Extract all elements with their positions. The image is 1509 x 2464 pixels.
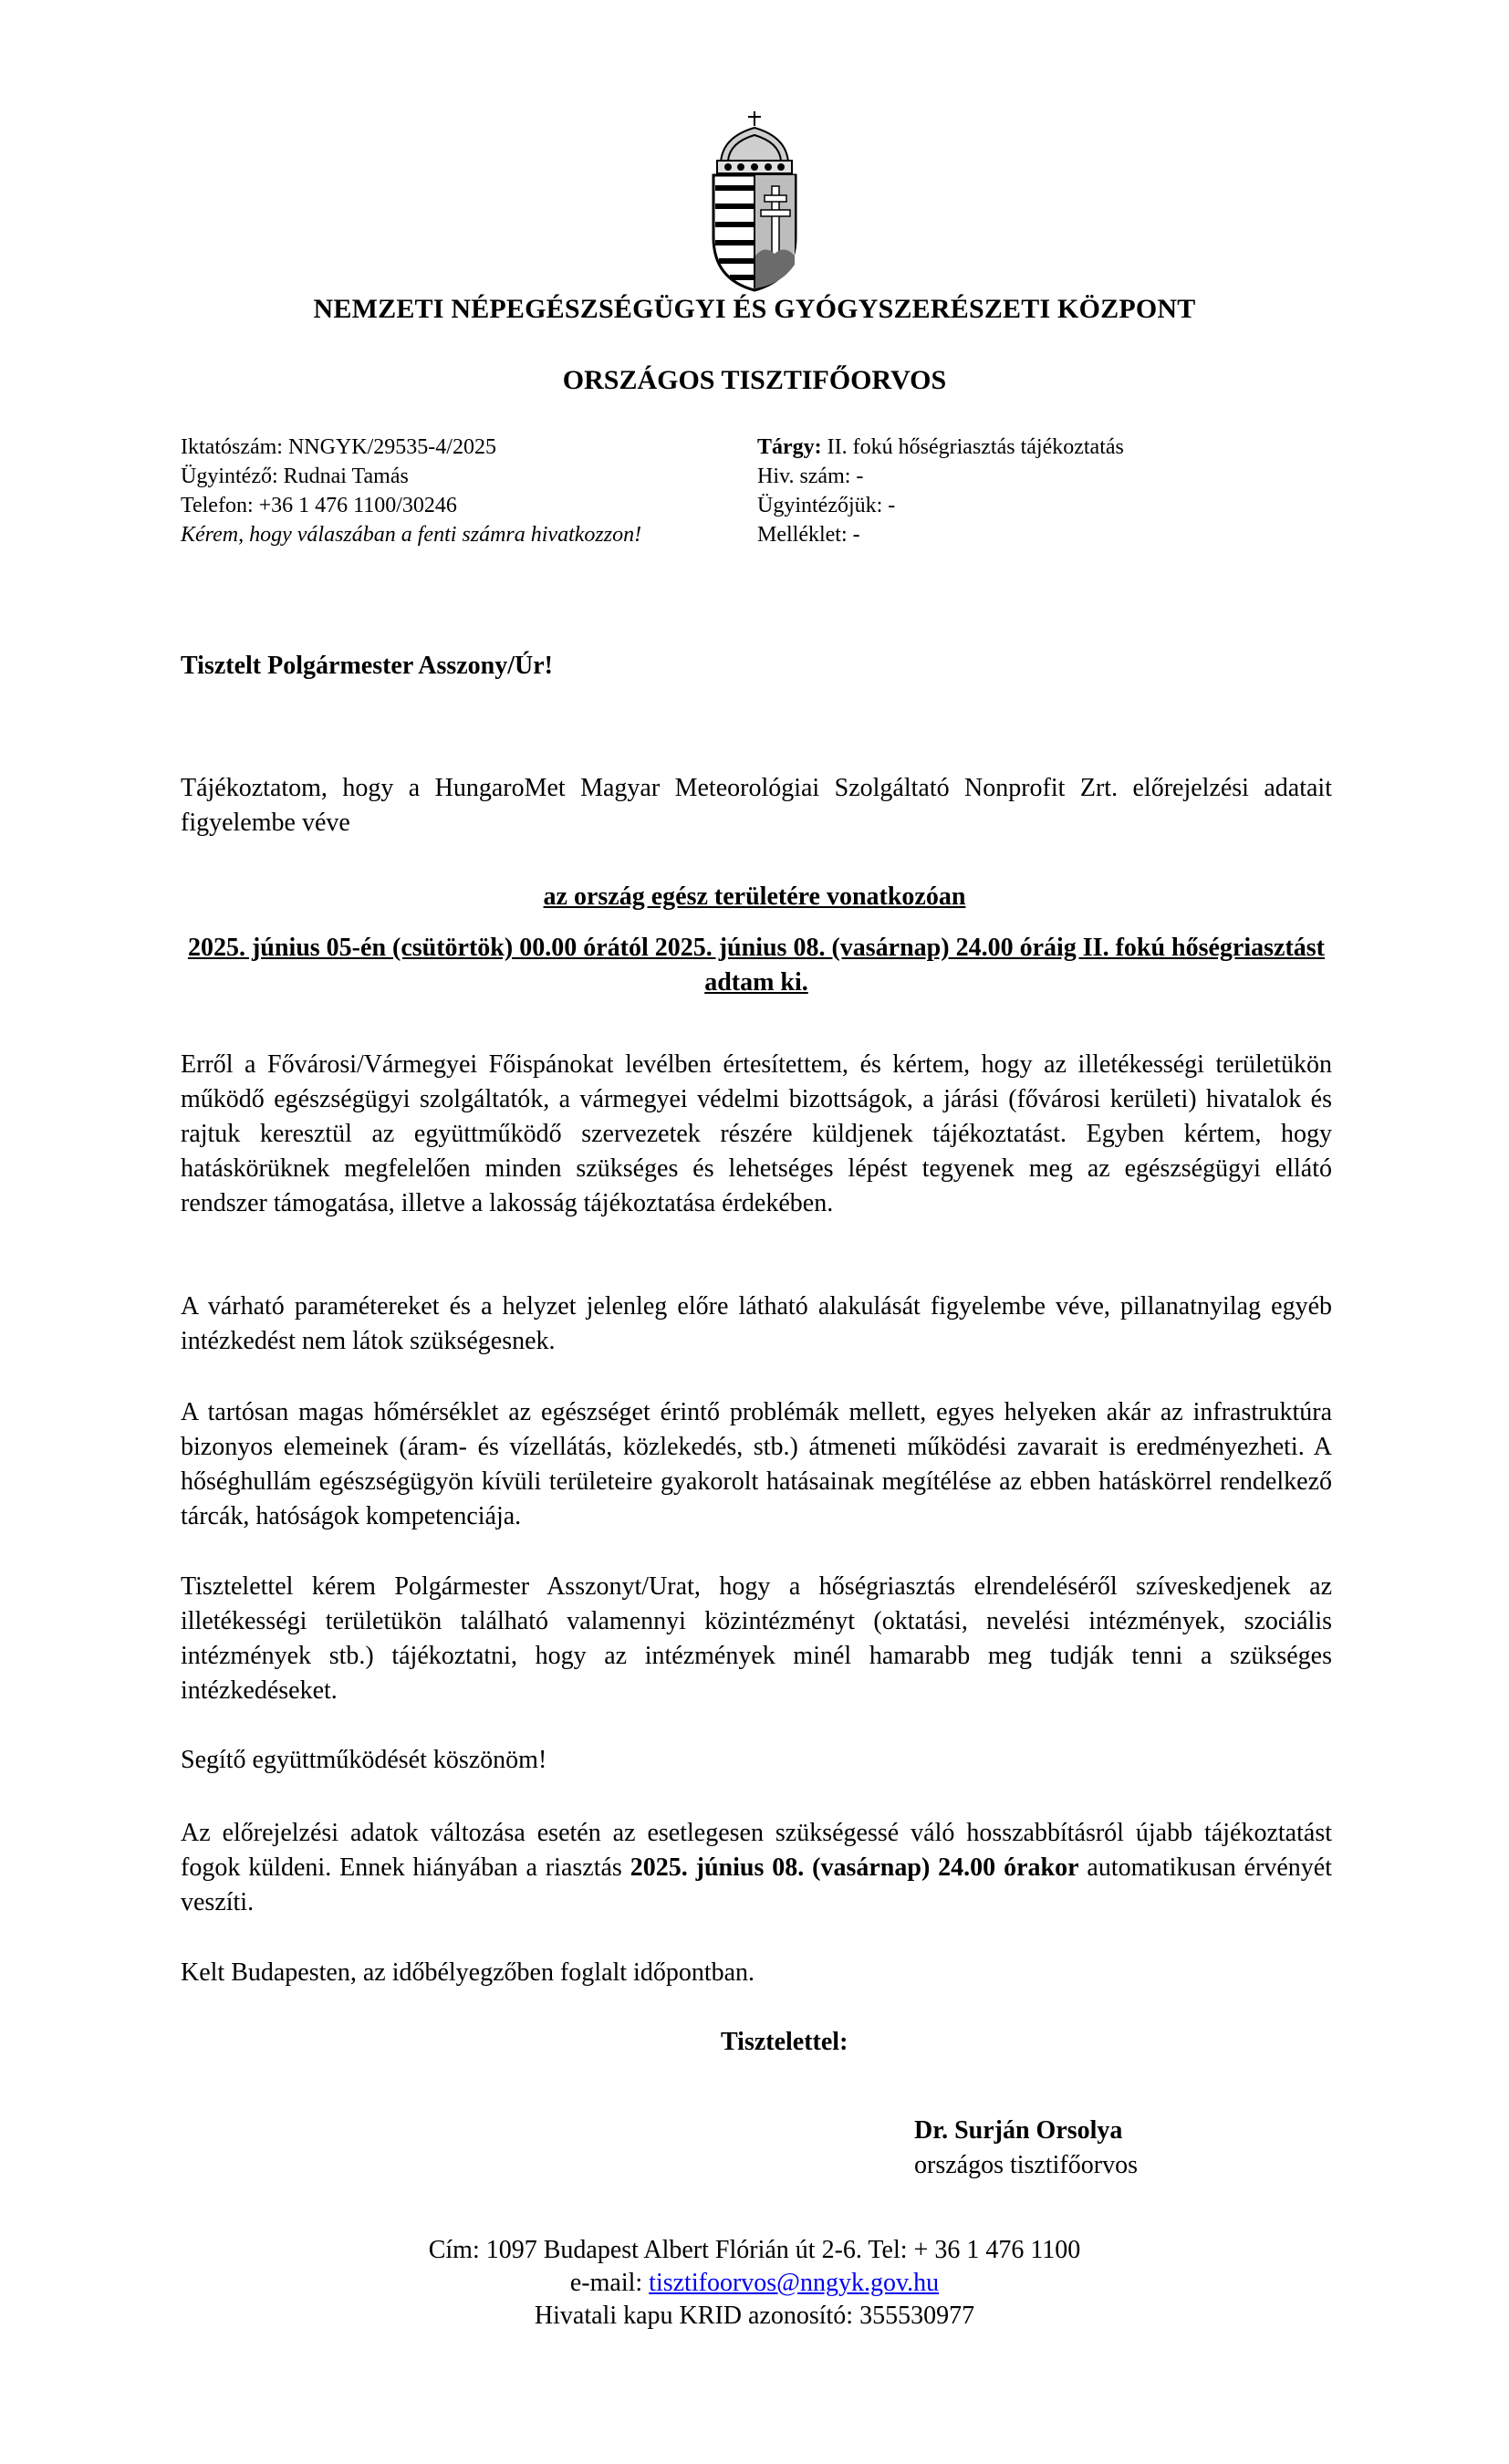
their-officer: Ügyintézőjük: - (757, 494, 896, 517)
email-link[interactable]: tisztifoorvos@nngyk.gov.hu (649, 2269, 940, 2297)
filing-info (181, 433, 728, 549)
reference-note: Kérem, hogy válaszában a fenti számra hivatkozzon! (181, 523, 642, 547)
reference-number: Hiv. szám: - (757, 465, 864, 488)
intro-paragraph: Tájékoztatom, hogy a HungaroMet Magyar Meteorológiai Szolgáltató Nonprofit Zrt. előrejelzési adatait figyelembe véve (181, 774, 1332, 837)
body-paragraph: Tisztelettel kérem Polgármester Asszonyt/Urat, hogy a hőségriasztás elrendeléséről szíveskedjenek az illetékességi területükön található valamennyi közintézményt (oktatási, nevelési intézmények, szociális intézmények stb.) tájékoztatni, hogy az intézmények minél hamarabb meg tudják tenni a szükséges intézkedéseket. (181, 1572, 1332, 1705)
body-paragraph: Erről a Fővárosi/Vármegyei Főispánokat levélben értesítettem, és kértem, hogy az illetékességi területükön működő egészségügyi szolgáltatók, a vármegyei védelmi bizottságok, a járási (fővárosi kerületi) hivatalok és rajtuk keresztül az együttműködő szervezetek részére küldjenek tájékoztatást. Egyben kértem, hogy hatáskörüknek megfelelően minden szükséges és lehetséges lépést tegyenek meg az egészségügyi ellátó rendszer támogatása, illetve a lakosság tájékoztatása érdekében. (181, 1050, 1332, 1217)
office-name: ORSZÁGOS TISZTIFŐORVOS (562, 365, 947, 395)
expiry-date: 2025. június 08. (vasárnap) 24.00 órakor (630, 1853, 1079, 1882)
footer-address: Cím: 1097 Budapest Albert Flórián út 2-6. Tel: + 36 1 476 1100 (428, 2236, 1081, 2264)
alert-period: 2025. június 05-én (csütörtök) 00.00 órától 2025. június 08. (vasárnap) 24.00 óráig II. fokú hőségriasztást adtam ki. (187, 934, 1326, 997)
expiry-text-c: automatikusan érvényét veszíti. (181, 1853, 1332, 1916)
subject-value: II. fokú hőségriasztás tájékoztatás (821, 435, 1124, 459)
filing-number: Iktatószám: NNGYK/29535-4/2025 (181, 435, 496, 459)
signer-name: Dr. Surján Orsolya (914, 2116, 1123, 2145)
organization-name: NEMZETI NÉPEGÉSZSÉGÜGYI ÉS GYÓGYSZERÉSZETI KÖZPONT (313, 294, 1196, 324)
footer-email-line (0, 2267, 1509, 2300)
dated-line: Kelt Budapesten, az időbélyegzőben foglalt időpontban. (181, 1958, 755, 1987)
subject-info (757, 433, 1305, 549)
footer (0, 2234, 1509, 2333)
expiry-text-a: Az előrejelzési adatok változása esetén az esetlegesen szükségessé váló hosszabbításról újabb tájékoztatást fogok küldeni. Ennek hiányában a riasztás (181, 1819, 1332, 1882)
thanks-paragraph: Segítő együttműködését köszönöm! (181, 1746, 547, 1774)
closing-greeting: Tisztelettel: (721, 2028, 848, 2056)
case-officer: Ügyintéző: Rudnai Tamás (181, 465, 409, 488)
phone-number: Telefon: +36 1 476 1100/30246 (181, 494, 457, 517)
body-paragraph: A várható paramétereket és a helyzet jelenleg előre látható alakulását figyelembe véve, pillanatnyilag egyéb intézkedést nem látok szükségesnek. (181, 1292, 1332, 1355)
expiry-paragraph (181, 1816, 1332, 1920)
hungarian-coat-of-arms-icon (708, 110, 801, 292)
subject-line (757, 433, 1305, 462)
alert-scope: az ország egész területére vonatkozóan (543, 882, 966, 911)
signature-block (914, 2114, 1138, 2183)
body-paragraph: A tartósan magas hőmérséklet az egészséget érintő problémák mellett, egyes helyeken akár az infrastruktúra bizonyos elemeinek (áram- és vízellátás, közlekedés, stb.) átmeneti működési zavarait is eredményezheti. A hőséghullám egészségügyön kívüli területeire gyakorolt hatásainak megítélése az ebben hatáskörrel rendelkező tárcák, hatóságok kompetenciája. (181, 1398, 1332, 1530)
signer-title: országos tisztifőorvos (914, 2151, 1138, 2179)
footer-krid: Hivatali kapu KRID azonosító: 355530977 (534, 2302, 975, 2330)
subject-label: Tárgy: (757, 435, 822, 459)
salutation: Tisztelt Polgármester Asszony/Úr! (181, 652, 553, 680)
attachment: Melléklet: - (757, 523, 860, 547)
footer-email-label: e-mail: (569, 2269, 650, 2297)
